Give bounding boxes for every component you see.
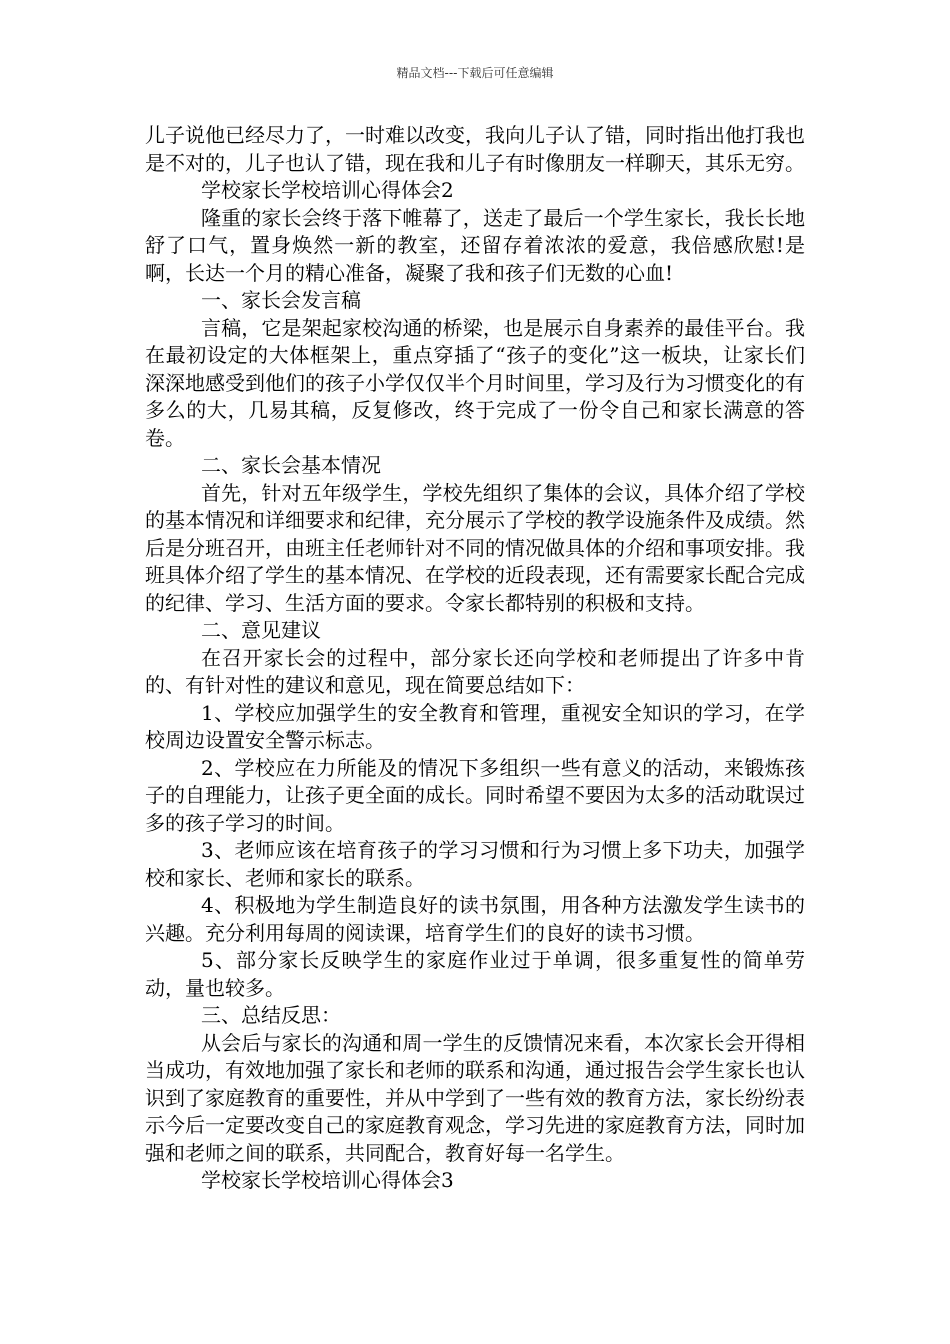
- paragraph: 2、学校应在力所能及的情况下多组织一些有意义的活动，来锻炼孩子的自理能力，让孩子更全面的成长。同时希望不要因为太多的活动耽误过多的孩子学习的时间。: [145, 755, 805, 835]
- paragraph: 三、总结反思：: [201, 1003, 341, 1027]
- paragraph: 首先，针对五年级学生，学校先组织了集体的会议，具体介绍了学校的基本情况和详细要求和纪律，充分展示了学校的教学设施条件及成绩。然后是分班召开，由班主任老师针对不同的情况做具体的介绍和事项安排。我班具体介绍了学生的基本情况、在学校的近段表现，还有需要家长配合完成的纪律、学习、生活方面的要求。令家长都特别的积极和支持。: [145, 480, 805, 615]
- paragraph: 学校家长学校培训心得体会2: [201, 178, 454, 202]
- paragraph: 言稿，它是架起家校沟通的桥梁，也是展示自身素养的最佳平台。我在最初设定的大体框架上，重点穿插了“孩子的变化”这一板块，让家长们深深地感受到他们的孩子小学仅仅半个月时间里，学习及行为习惯变化的有多么的大，几易其稿，反复修改，终于完成了一份令自己和家长满意的答卷。: [145, 315, 805, 450]
- paragraph: 二、家长会基本情况: [201, 453, 381, 477]
- document-body: [145, 122, 805, 1195]
- paragraph: 儿子说他已经尽力了，一时难以改变，我向儿子认了错，同时指出他打我也是不对的，儿子也认了错，现在我和儿子有时像朋友一样聊天，其乐无穷。: [145, 123, 805, 175]
- paragraph: 1、学校应加强学生的安全教育和管理，重视安全知识的学习，在学校周边设置安全警示标志。: [145, 700, 805, 752]
- paragraph: 在召开家长会的过程中，部分家长还向学校和老师提出了许多中肯的、有针对性的建议和意见，现在简要总结如下：: [145, 645, 805, 697]
- paragraph: 二、意见建议: [201, 618, 321, 642]
- page-header: 精品文档---下载后可任意编辑: [396, 66, 554, 80]
- paragraph: 学校家长学校培训心得体会3: [201, 1168, 454, 1192]
- paragraph: 一、家长会发言稿: [201, 288, 361, 312]
- paragraph: 3、老师应该在培育孩子的学习习惯和行为习惯上多下功夫，加强学校和家长、老师和家长的联系。: [145, 838, 805, 890]
- paragraph: 从会后与家长的沟通和周一学生的反馈情况来看，本次家长会开得相当成功，有效地加强了家长和老师的联系和沟通，通过报告会学生家长也认识到了家庭教育的重要性，并从中学到了一些有效的教育方法，家长纷纷表示今后一定要改变自己的家庭教育观念，学习先进的家庭教育方法，同时加强和老师之间的联系，共同配合，教育好每一名学生。: [145, 1030, 805, 1165]
- paragraph: 5、部分家长反映学生的家庭作业过于单调，很多重复性的简单劳动，量也较多。: [145, 948, 805, 1000]
- paragraph: 4、积极地为学生制造良好的读书氛围，用各种方法激发学生读书的兴趣。充分利用每周的阅读课，培育学生们的良好的读书习惯。: [145, 893, 805, 945]
- paragraph: 隆重的家长会终于落下帷幕了，送走了最后一个学生家长，我长长地舒了口气，置身焕然一新的教室，还留存着浓浓的爱意，我倍感欣慰!是啊，长达一个月的精心准备，凝聚了我和孩子们无数的心血!: [145, 205, 805, 285]
